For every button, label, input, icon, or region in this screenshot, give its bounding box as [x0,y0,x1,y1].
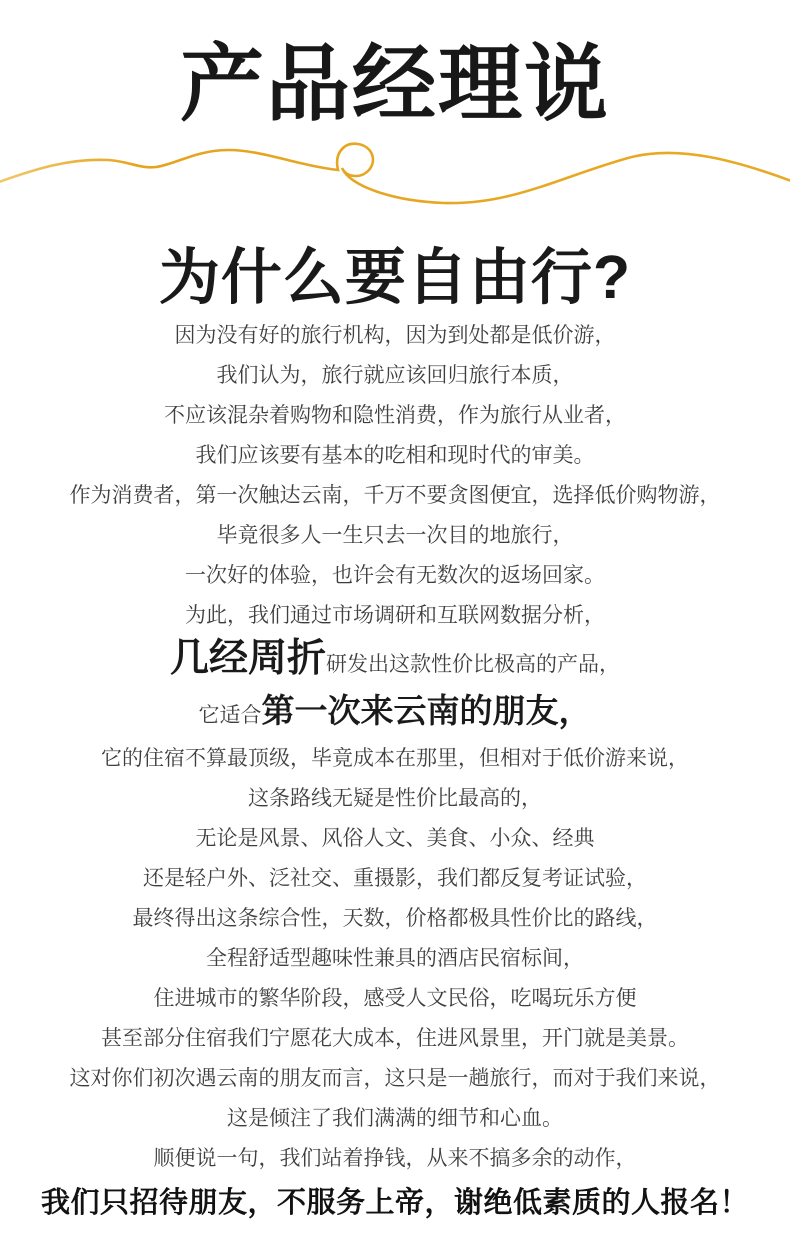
line-text: 甚至部分住宿我们宁愿花大成本，住进风景里，开门就是美景。 [101,1026,689,1050]
gold-squiggle-divider [0,137,790,222]
line-text: 这条路线无疑是性价比最高的， [248,786,542,810]
line-text: 研发出这款性价比极高的产品， [326,652,620,676]
line-text: 还是轻户外、泛社交、重摄影，我们都反复考证试验， [143,866,647,890]
emphasis-text: 几经周折 [169,636,326,680]
line-text: 不应该混杂着购物和隐性消费，作为旅行从业者， [164,403,626,427]
line-text: 我们认为，旅行就应该回归旅行本质， [216,363,574,387]
paragraph-line [0,819,790,859]
paragraph-line [0,1059,790,1099]
line-text: 无论是风景、风俗人文、美食、小众、经典 [195,826,595,850]
paragraph-line [0,739,790,779]
paragraph-line [0,476,790,516]
paragraph-line [0,596,790,636]
line-text: 毕竟很多人一生只去一次目的地旅行， [216,523,574,547]
line-text: 它适合 [198,703,262,727]
body-lines [0,316,790,1230]
squiggle-path [0,144,790,203]
paragraph-line [0,356,790,396]
paragraph-line [0,396,790,436]
paragraph-line [0,979,790,1019]
paragraph-line [0,779,790,819]
page-title: 产品经理说 [179,37,610,131]
paragraph-line [0,1139,790,1179]
line-text: 它的住宿不算最顶级，毕竟成本在那里，但相对于低价游来说， [101,746,689,770]
emphasis-text: 我们只招待朋友，不服务上帝，谢绝低素质的人报名！ [40,1186,749,1219]
line-text: 这对你们初次遇云南的朋友而言，这只是一趟旅行，而对于我们来说， [69,1066,721,1090]
line-text: 作为消费者，第一次触达云南，千万不要贪图便宜，选择低价购物游， [69,483,721,507]
line-text: 全程舒适型趣味性兼具的酒店民宿标间， [206,946,584,970]
line-text: 因为没有好的旅行机构，因为到处都是低价游， [174,323,616,347]
line-text: 我们应该要有基本的吃相和现时代的审美。 [195,443,595,467]
paragraph-line [0,556,790,596]
paragraph-line [0,436,790,476]
emphasis-text: 第一次来云南的朋友， [261,691,592,729]
line-text: 住进城市的繁华阶段，感受人文民俗，吃喝玩乐方便 [153,986,637,1010]
paragraph-line [0,316,790,356]
paragraph-line [0,636,790,688]
paragraph-line [0,688,790,739]
paragraph-line [0,899,790,939]
paragraph-line [0,1099,790,1139]
paragraph-line [0,1019,790,1059]
line-text: 一次好的体验，也许会有无数次的返场回家。 [185,563,605,587]
paragraph-line [0,516,790,556]
line-text: 最终得出这条综合性，天数，价格都极具性价比的路线， [132,906,658,930]
paragraph-line [0,939,790,979]
paragraph-line [0,1179,790,1230]
line-text: 这是倾注了我们满满的细节和心血。 [227,1106,563,1130]
line-text: 为此，我们通过市场调研和互联网数据分析， [185,603,605,627]
line-text: 顺便说一句，我们站着挣钱，从来不搞多余的动作， [153,1146,637,1170]
paragraph-line [0,859,790,899]
section-heading: 为什么要自由行? [158,242,632,311]
